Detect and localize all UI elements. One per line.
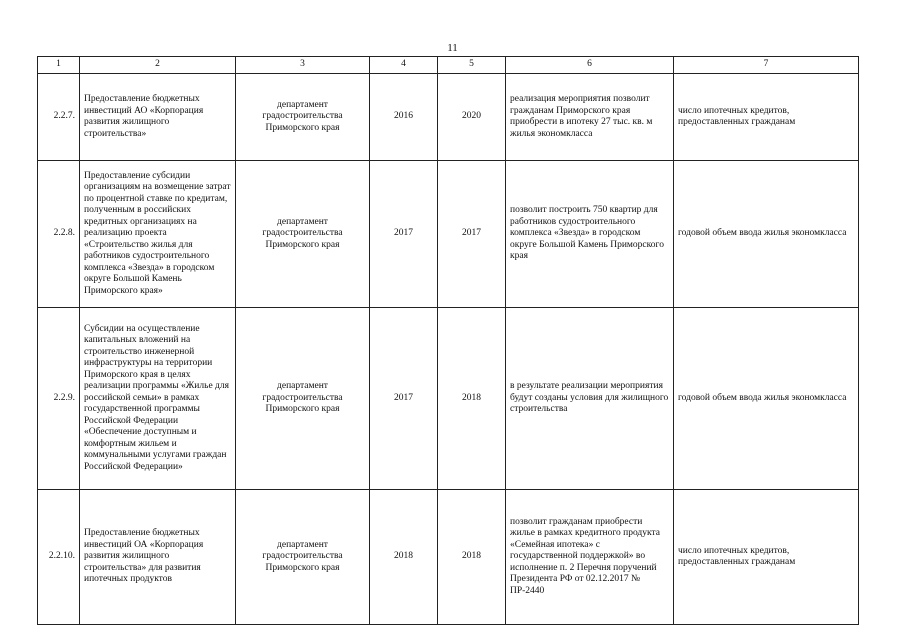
executor: департамент градостроительства Приморского края bbox=[236, 161, 370, 308]
executor: департамент градостроительства Приморского края bbox=[236, 490, 370, 625]
end-year: 2017 bbox=[438, 161, 506, 308]
table-row bbox=[38, 308, 859, 490]
executor: департамент градостроительства Приморского края bbox=[236, 74, 370, 161]
start-year: 2017 bbox=[370, 308, 438, 490]
start-year: 2018 bbox=[370, 490, 438, 625]
expected-result: позволит построить 750 квартир для работников судостроительного комплекса «Звезда» в городском округе Большой Камень Приморского края bbox=[506, 161, 674, 308]
measures-table bbox=[37, 56, 859, 625]
header-cell: 1 bbox=[38, 57, 80, 74]
page-number: 11 bbox=[447, 42, 458, 54]
header-cell: 3 bbox=[236, 57, 370, 74]
row-number: 2.2.8. bbox=[38, 161, 80, 308]
indicator: годовой объем ввода жилья экономкласса bbox=[674, 308, 859, 490]
end-year: 2020 bbox=[438, 74, 506, 161]
table-header-row bbox=[38, 57, 859, 74]
event-name: Предоставление бюджетных инвестиций АО «Корпорация развития жилищного строительства» bbox=[80, 74, 236, 161]
expected-result: позволит гражданам приобрести жилье в рамках кредитного продукта «Семейная ипотека» с государственной поддержкой» во исполнение п. 2 Перечня поручений Президента РФ от 02.12.2017 № ПР-2440 bbox=[506, 490, 674, 625]
row-number: 2.2.7. bbox=[38, 74, 80, 161]
event-name: Предоставление бюджетных инвестиций ОА «Корпорация развития жилищного строительства» для развития ипотечных продуктов bbox=[80, 490, 236, 625]
end-year: 2018 bbox=[438, 308, 506, 490]
end-year: 2018 bbox=[438, 490, 506, 625]
table-row bbox=[38, 74, 859, 161]
event-name: Предоставление субсидии организациям на возмещение затрат по процентной ставке по кредитам, полученным в российских кредитных организациях на реализацию проекта «Строительство жилья для работников судостроительного комплекса «Звезда» в городском округе Большой Камень Приморского края» bbox=[80, 161, 236, 308]
expected-result: в результате реализации мероприятия будут созданы условия для жилищного строительства bbox=[506, 308, 674, 490]
row-number: 2.2.9. bbox=[38, 308, 80, 490]
indicator: число ипотечных кредитов, предоставленных гражданам bbox=[674, 490, 859, 625]
executor: департамент градостроительства Приморского края bbox=[236, 308, 370, 490]
header-cell: 4 bbox=[370, 57, 438, 74]
indicator: годовой объем ввода жилья экономкласса bbox=[674, 161, 859, 308]
table-row bbox=[38, 490, 859, 625]
header-cell: 2 bbox=[80, 57, 236, 74]
header-cell: 5 bbox=[438, 57, 506, 74]
start-year: 2016 bbox=[370, 74, 438, 161]
expected-result: реализация мероприятия позволит гражданам Приморского края приобрести в ипотеку 27 тыс. кв. м жилья экономкласса bbox=[506, 74, 674, 161]
header-cell: 7 bbox=[674, 57, 859, 74]
header-cell: 6 bbox=[506, 57, 674, 74]
indicator: число ипотечных кредитов, предоставленных гражданам bbox=[674, 74, 859, 161]
event-name: Субсидии на осуществление капитальных вложений на строительство инженерной инфраструктуры на территории Приморского края в целях реализации программы «Жилье для российской семьи» в рамках государственной программы Российской Федерации «Обеспечение доступным и комфортным жильем и коммунальными услугами граждан Российской Федерации» bbox=[80, 308, 236, 490]
table-row bbox=[38, 161, 859, 308]
start-year: 2017 bbox=[370, 161, 438, 308]
row-number: 2.2.10. bbox=[38, 490, 80, 625]
